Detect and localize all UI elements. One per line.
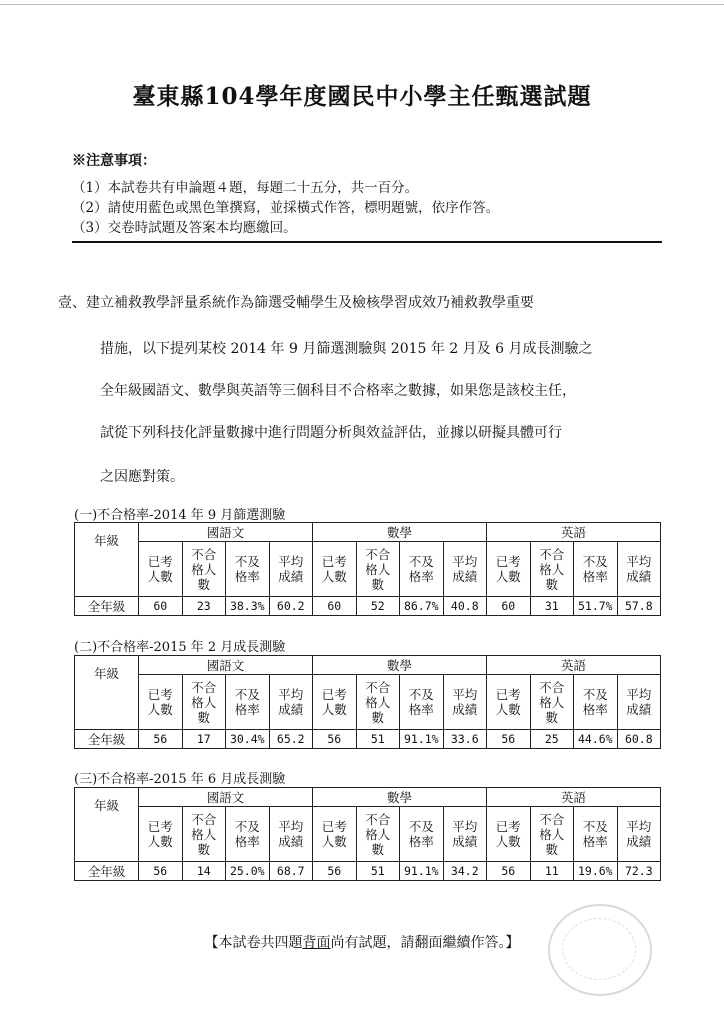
subject-header: 英語 xyxy=(487,788,661,807)
column-header xyxy=(574,807,618,862)
column-header xyxy=(139,807,183,862)
column-header-line: 平均 xyxy=(452,554,478,569)
column-header-line: 成績 xyxy=(452,702,478,717)
table-cell: 44.6% xyxy=(574,730,618,749)
column-header-line: 不及 xyxy=(408,819,434,834)
column-header-line: 不及 xyxy=(234,554,260,569)
column-header xyxy=(617,807,661,862)
table-cell: 91.1% xyxy=(400,730,444,749)
column-header-line: 格率 xyxy=(582,834,608,849)
column-header xyxy=(356,807,400,862)
column-header xyxy=(226,542,270,597)
column-header xyxy=(139,675,183,730)
column-header xyxy=(269,807,313,862)
column-header-line: 格率 xyxy=(234,834,260,849)
column-header-line: 不及 xyxy=(582,554,608,569)
subject-header: 數學 xyxy=(313,656,487,675)
column-header xyxy=(400,675,444,730)
table-cell: 56 xyxy=(487,862,531,881)
column-header-line: 成績 xyxy=(452,569,478,584)
table-header-row xyxy=(75,788,661,807)
column-header xyxy=(400,542,444,597)
column-header xyxy=(226,807,270,862)
column-header-line: 格人 xyxy=(539,694,565,710)
table-cell: 60 xyxy=(487,597,531,616)
column-header xyxy=(182,542,226,597)
row-label: 全年級 xyxy=(75,597,139,616)
table-cell: 33.6 xyxy=(443,730,487,749)
column-header-line: 數 xyxy=(197,709,210,725)
table-cell: 56 xyxy=(139,730,183,749)
column-header xyxy=(400,807,444,862)
table-cell: 51.7% xyxy=(574,597,618,616)
table-cell: 60.8 xyxy=(617,730,661,749)
subject-header: 英語 xyxy=(487,523,661,542)
column-header-line: 不及 xyxy=(234,819,260,834)
column-header-line: 數 xyxy=(545,841,559,857)
column-header-line: 成績 xyxy=(626,834,652,849)
question-line: 措施，以下提列某校 2014 年 9 月篩選測驗與 2015 年 2 月及 6 月成長測驗之 xyxy=(100,341,593,357)
column-header-line: 數 xyxy=(197,841,210,857)
column-header xyxy=(574,675,618,730)
column-header-line: 格人 xyxy=(365,561,391,577)
subject-header: 國語文 xyxy=(139,656,313,675)
column-header-line: 人數 xyxy=(495,569,521,584)
score-table-2 xyxy=(74,655,661,749)
column-header-line: 格人 xyxy=(191,826,217,842)
footer-text: 【本試卷共四題 xyxy=(204,935,303,951)
column-header-line: 已考 xyxy=(147,687,173,702)
column-header-line: 平均 xyxy=(626,554,652,569)
column-header-line: 不合 xyxy=(365,679,391,695)
column-header xyxy=(182,807,226,862)
column-header xyxy=(574,542,618,597)
column-header-line: 不合 xyxy=(539,811,565,827)
column-header xyxy=(182,675,226,730)
column-header xyxy=(487,807,531,862)
column-header-line: 格率 xyxy=(582,569,608,584)
table-cell: 34.2 xyxy=(443,862,487,881)
score-table-3 xyxy=(74,787,661,881)
column-header-line: 不及 xyxy=(234,687,260,702)
column-header-line: 已考 xyxy=(495,687,521,702)
table-cell: 57.8 xyxy=(617,597,661,616)
column-header-line: 不及 xyxy=(408,687,434,702)
column-header xyxy=(269,542,313,597)
table-row xyxy=(75,597,661,616)
table-cell: 68.7 xyxy=(269,862,313,881)
column-header-line: 人數 xyxy=(147,834,173,849)
column-header-line: 不及 xyxy=(408,554,434,569)
table-cell: 60 xyxy=(139,597,183,616)
column-header xyxy=(617,675,661,730)
column-header-line: 數 xyxy=(371,709,385,725)
column-header-line: 不合 xyxy=(539,546,565,562)
table-cell: 23 xyxy=(182,597,226,616)
notes-heading: ※注意事項： xyxy=(72,153,156,169)
table-cell: 11 xyxy=(530,862,574,881)
table-cell: 31 xyxy=(530,597,574,616)
column-header xyxy=(313,807,357,862)
column-header-line: 已考 xyxy=(495,554,521,569)
column-header-line: 不合 xyxy=(365,811,391,827)
column-header xyxy=(487,542,531,597)
column-header-line: 人數 xyxy=(321,834,347,849)
column-header-line: 平均 xyxy=(278,554,304,569)
table-subheader-row xyxy=(75,675,661,730)
column-header-line: 已考 xyxy=(147,819,173,834)
footer-underlined-text: 背面 xyxy=(302,935,331,951)
subject-header: 英語 xyxy=(487,656,661,675)
column-header-line: 平均 xyxy=(452,819,478,834)
row-label: 全年級 xyxy=(75,862,139,881)
column-header xyxy=(487,675,531,730)
column-header-line: 人數 xyxy=(321,702,347,717)
column-header-line: 數 xyxy=(371,576,385,592)
table-cell: 30.4% xyxy=(226,730,270,749)
column-header-line: 成績 xyxy=(278,702,304,717)
column-header xyxy=(530,807,574,862)
column-header-line: 不及 xyxy=(582,819,608,834)
column-header xyxy=(356,675,400,730)
column-header-line: 不合 xyxy=(191,546,217,562)
table-caption: (二)不合格率-2015 年 2 月成長測驗 xyxy=(74,640,286,655)
column-header-line: 已考 xyxy=(321,819,347,834)
column-header-line: 格人 xyxy=(539,826,565,842)
column-header-line: 已考 xyxy=(147,554,173,569)
column-header xyxy=(530,542,574,597)
table-cell: 91.1% xyxy=(400,862,444,881)
table-cell: 40.8 xyxy=(443,597,487,616)
note-item: （1）本試卷共有申論題４題，每題二十五分，共一百分。 xyxy=(72,180,419,196)
table-cell: 72.3 xyxy=(617,862,661,881)
table-cell: 56 xyxy=(313,730,357,749)
column-header xyxy=(443,675,487,730)
column-header-line: 數 xyxy=(545,709,559,725)
column-header-line: 人數 xyxy=(147,702,173,717)
seal-stamp xyxy=(548,904,652,996)
notes-divider xyxy=(72,241,662,243)
column-header-line: 人數 xyxy=(495,834,521,849)
column-header-line: 成績 xyxy=(452,834,478,849)
column-header-line: 成績 xyxy=(278,834,304,849)
column-header xyxy=(530,675,574,730)
question-line: 壹、建立補救教學評量系統作為篩選受輔學生及檢核學習成效乃補救教學重要 xyxy=(58,295,534,311)
table-caption: (三)不合格率-2015 年 6 月成長測驗 xyxy=(74,772,286,787)
notes-list xyxy=(72,178,662,238)
table-subheader-row xyxy=(75,807,661,862)
table-cell: 17 xyxy=(182,730,226,749)
score-table-1 xyxy=(74,522,661,616)
column-header-line: 格率 xyxy=(582,702,608,717)
seal-stamp-inner xyxy=(562,918,636,980)
column-header-line: 格人 xyxy=(191,694,217,710)
column-header-line: 平均 xyxy=(452,687,478,702)
table-cell: 56 xyxy=(139,862,183,881)
column-header-line: 格人 xyxy=(365,694,391,710)
column-header-line: 平均 xyxy=(626,687,652,702)
column-header-line: 人數 xyxy=(147,569,173,584)
table-header-row xyxy=(75,656,661,675)
column-header xyxy=(356,542,400,597)
column-header xyxy=(313,542,357,597)
column-header-line: 不合 xyxy=(365,546,391,562)
table-row xyxy=(75,862,661,881)
column-header-line: 格率 xyxy=(408,702,434,717)
column-header-line: 格人 xyxy=(191,561,217,577)
question-line: 試從下列科技化評量數據中進行問題分析與效益評估，並據以研擬具體可行 xyxy=(100,425,562,441)
top-border-line xyxy=(0,4,724,5)
question-line: 之因應對策。 xyxy=(100,469,184,485)
column-header xyxy=(269,675,313,730)
question-line: 全年級國語文、數學與英語等三個科目不合格率之數據，如果您是該校主任， xyxy=(100,383,576,399)
row-label: 全年級 xyxy=(75,730,139,749)
table-subheader-row xyxy=(75,542,661,597)
footer-text: 尚有試題，請翻面繼續作答。】 xyxy=(330,935,520,951)
subject-header: 國語文 xyxy=(139,788,313,807)
table-cell: 51 xyxy=(356,730,400,749)
column-header-line: 人數 xyxy=(495,702,521,717)
column-header-line: 平均 xyxy=(278,819,304,834)
grade-header: 年級 xyxy=(75,523,139,597)
table-cell: 14 xyxy=(182,862,226,881)
table-cell: 60 xyxy=(313,597,357,616)
table-caption: (一)不合格率-2014 年 9 月篩選測驗 xyxy=(74,508,286,523)
grade-header: 年級 xyxy=(75,656,139,730)
column-header-line: 不合 xyxy=(191,811,217,827)
grade-header: 年級 xyxy=(75,788,139,862)
column-header-line: 格人 xyxy=(539,561,565,577)
column-header xyxy=(617,542,661,597)
table-header-row xyxy=(75,523,661,542)
table-cell: 52 xyxy=(356,597,400,616)
table-cell: 56 xyxy=(313,862,357,881)
table-cell: 65.2 xyxy=(269,730,313,749)
column-header-line: 已考 xyxy=(495,819,521,834)
column-header-line: 格率 xyxy=(408,569,434,584)
note-item: （2）請使用藍色或黑色筆撰寫，並採橫式作答，標明題號，依序作答。 xyxy=(72,200,500,216)
column-header-line: 已考 xyxy=(321,687,347,702)
table-cell: 56 xyxy=(487,730,531,749)
column-header-line: 成績 xyxy=(626,702,652,717)
column-header-line: 格率 xyxy=(234,702,260,717)
column-header xyxy=(139,542,183,597)
column-header-line: 不及 xyxy=(582,687,608,702)
column-header xyxy=(226,675,270,730)
table-cell: 19.6% xyxy=(574,862,618,881)
table-cell: 38.3% xyxy=(226,597,270,616)
column-header-line: 格率 xyxy=(408,834,434,849)
column-header-line: 數 xyxy=(545,576,559,592)
table-cell: 25 xyxy=(530,730,574,749)
column-header xyxy=(443,542,487,597)
column-header-line: 數 xyxy=(371,841,385,857)
column-header-line: 成績 xyxy=(626,569,652,584)
page-title: 臺東縣104學年度國民中小學主任甄選試題 xyxy=(132,83,592,110)
table-row xyxy=(75,730,661,749)
table-cell: 86.7% xyxy=(400,597,444,616)
subject-header: 數學 xyxy=(313,523,487,542)
column-header xyxy=(443,807,487,862)
column-header-line: 人數 xyxy=(321,569,347,584)
table-cell: 60.2 xyxy=(269,597,313,616)
table-cell: 51 xyxy=(356,862,400,881)
column-header-line: 數 xyxy=(197,576,210,592)
column-header-line: 平均 xyxy=(278,687,304,702)
subject-header: 國語文 xyxy=(139,523,313,542)
column-header xyxy=(313,675,357,730)
note-item: （3）交卷時試題及答案本均應繳回。 xyxy=(72,220,297,236)
column-header-line: 成績 xyxy=(278,569,304,584)
table-cell: 25.0% xyxy=(226,862,270,881)
column-header-line: 不合 xyxy=(539,679,565,695)
column-header-line: 不合 xyxy=(191,679,217,695)
column-header-line: 格人 xyxy=(365,826,391,842)
column-header-line: 平均 xyxy=(626,819,652,834)
subject-header: 數學 xyxy=(313,788,487,807)
column-header-line: 格率 xyxy=(234,569,260,584)
column-header-line: 已考 xyxy=(321,554,347,569)
